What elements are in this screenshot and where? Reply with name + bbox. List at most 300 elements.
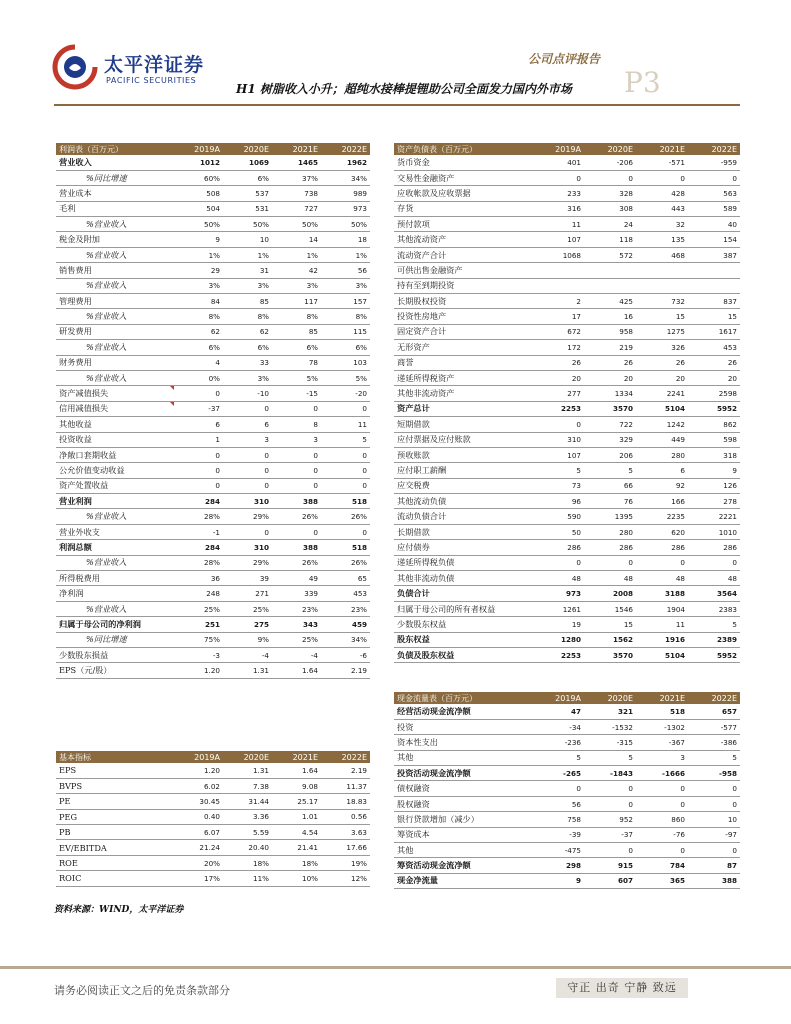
row-label — [56, 871, 174, 886]
value-cell: 33 — [223, 355, 272, 370]
value-cell: 50% — [272, 217, 321, 232]
table-row — [394, 447, 740, 462]
table-row — [56, 571, 370, 586]
value-cell: 66 — [584, 478, 636, 493]
value-cell: 6 — [223, 417, 272, 432]
value-cell: 8% — [272, 309, 321, 324]
value-cell: 31 — [223, 263, 272, 278]
row-label-text: 投资收益 — [59, 434, 92, 445]
value-cell: 29 — [174, 263, 223, 278]
row-label-text: 应交税费 — [397, 480, 430, 491]
value-cell: 1617 — [688, 324, 740, 339]
row-label-text: 信用减值损失 — [59, 403, 109, 414]
row-label-text: 递延所得税资产 — [397, 372, 455, 383]
value-cell: 20 — [584, 370, 636, 385]
value-cell: 286 — [688, 540, 740, 555]
row-label — [394, 324, 532, 339]
table-row — [56, 463, 370, 478]
value-cell: 0 — [272, 463, 321, 478]
value-cell: 531 — [223, 201, 272, 216]
row-label — [56, 417, 174, 432]
value-cell: 5104 — [636, 648, 688, 663]
value-cell: 3 — [223, 432, 272, 447]
table-row — [394, 873, 740, 888]
value-cell: 0 — [688, 781, 740, 796]
value-cell: 0 — [272, 478, 321, 493]
value-cell: 401 — [532, 155, 584, 170]
table-row — [56, 386, 370, 401]
value-cell: 117 — [272, 294, 321, 309]
value-cell: 0 — [532, 555, 584, 570]
value-cell: 16 — [584, 309, 636, 324]
value-cell: 2235 — [636, 509, 688, 524]
row-label — [394, 340, 532, 355]
table-row — [56, 617, 370, 632]
row-label-text: 其他 — [397, 844, 414, 855]
table-row — [56, 370, 370, 385]
table-row — [56, 648, 370, 663]
table-row — [56, 217, 370, 232]
table-row — [56, 155, 370, 170]
value-cell: 572 — [584, 247, 636, 262]
table-row — [56, 855, 370, 870]
value-cell: 5 — [532, 750, 584, 765]
row-label-text: %营业收入 — [86, 341, 127, 352]
table-row — [56, 232, 370, 247]
row-label — [394, 858, 532, 873]
value-cell: 425 — [584, 294, 636, 309]
row-label-text: 应付票据及应付账款 — [397, 434, 471, 445]
row-label — [56, 170, 174, 185]
value-cell: 1962 — [321, 155, 370, 170]
value-cell: 958 — [584, 324, 636, 339]
value-cell: 15 — [584, 617, 636, 632]
value-cell: 107 — [532, 232, 584, 247]
row-label-text: 研发费用 — [59, 326, 92, 337]
value-cell: -1302 — [636, 719, 688, 734]
value-cell: 280 — [584, 524, 636, 539]
row-label — [394, 263, 532, 278]
table-row — [394, 586, 740, 601]
value-cell: 0 — [688, 843, 740, 858]
table-row — [56, 524, 370, 539]
value-cell: 25% — [272, 632, 321, 647]
value-cell: 388 — [688, 873, 740, 888]
row-label — [394, 247, 532, 262]
value-cell: 2 — [532, 294, 584, 309]
logo-text-en: PACIFIC SECURITIES — [106, 76, 197, 85]
value-cell: 284 — [174, 494, 223, 509]
table-row — [56, 278, 370, 293]
row-label-text: %营业收入 — [86, 218, 127, 229]
row-label-text: 流动资产合计 — [397, 249, 447, 260]
value-cell: 0.56 — [321, 809, 370, 824]
value-cell: 6.02 — [174, 778, 223, 793]
value-cell: 0 — [272, 524, 321, 539]
value-cell: 0 — [223, 478, 272, 493]
value-cell: 518 — [636, 704, 688, 719]
row-label-text: 税金及附加 — [59, 234, 100, 245]
row-label-text: PEG — [59, 811, 78, 822]
value-cell: 48 — [532, 571, 584, 586]
value-cell: 2253 — [532, 401, 584, 416]
row-label — [56, 855, 174, 870]
row-label — [56, 463, 174, 478]
value-cell: -37 — [174, 401, 223, 416]
value-cell: 3 — [636, 750, 688, 765]
value-cell: 206 — [584, 447, 636, 462]
row-label-text: 债权融资 — [397, 783, 430, 794]
value-cell: 6% — [174, 340, 223, 355]
table-row — [394, 509, 740, 524]
value-cell: 18 — [321, 232, 370, 247]
value-cell: -1 — [174, 524, 223, 539]
row-label-text: %营业收入 — [86, 511, 127, 522]
value-cell: 2241 — [636, 386, 688, 401]
value-cell: 0 — [584, 555, 636, 570]
value-cell: -386 — [688, 735, 740, 750]
value-cell: -265 — [532, 766, 584, 781]
value-cell: -4 — [272, 648, 321, 663]
value-cell: 1.31 — [223, 763, 272, 778]
value-cell: 518 — [321, 540, 370, 555]
value-cell: 11% — [223, 871, 272, 886]
value-cell: 3188 — [636, 586, 688, 601]
value-cell: 1546 — [584, 601, 636, 616]
value-cell: 19% — [321, 855, 370, 870]
value-cell: 449 — [636, 432, 688, 447]
value-cell: 62 — [174, 324, 223, 339]
value-cell: 1.64 — [272, 763, 321, 778]
value-cell: 1% — [223, 247, 272, 262]
value-cell: 310 — [223, 494, 272, 509]
value-cell: 48 — [636, 571, 688, 586]
table-row — [394, 278, 740, 293]
value-cell: 20 — [688, 370, 740, 385]
table-row — [394, 704, 740, 719]
value-cell: 251 — [174, 617, 223, 632]
year-header: 2019A — [174, 143, 223, 155]
row-label — [394, 796, 532, 811]
value-cell: 62 — [223, 324, 272, 339]
table-row — [394, 540, 740, 555]
value-cell: 0 — [636, 843, 688, 858]
table-row — [56, 432, 370, 447]
value-cell: 5 — [688, 617, 740, 632]
value-cell: 3570 — [584, 648, 636, 663]
value-cell: 115 — [321, 324, 370, 339]
value-cell: 0 — [223, 447, 272, 462]
table-row — [394, 155, 740, 170]
value-cell: 1275 — [636, 324, 688, 339]
table-row — [56, 201, 370, 216]
table-row — [394, 201, 740, 216]
year-header: 2021E — [272, 143, 321, 155]
row-label-text: 投资活动现金流净额 — [397, 767, 471, 778]
cash-flow-table — [394, 692, 740, 889]
value-cell: 50% — [223, 217, 272, 232]
value-cell: 2389 — [688, 632, 740, 647]
value-cell: 25% — [174, 601, 223, 616]
value-cell: 2598 — [688, 386, 740, 401]
year-header: 2019A — [174, 751, 223, 763]
year-header: 2022E — [688, 143, 740, 155]
value-cell: 0 — [321, 401, 370, 416]
row-label-text: 流动负债合计 — [397, 511, 447, 522]
value-cell: 722 — [584, 417, 636, 432]
value-cell: 1% — [272, 247, 321, 262]
row-label-text: 营业成本 — [59, 187, 92, 198]
row-label-text: 应付职工薪酬 — [397, 465, 447, 475]
value-cell: 321 — [584, 704, 636, 719]
table-row — [394, 186, 740, 201]
value-cell: -1843 — [584, 766, 636, 781]
row-label — [394, 478, 532, 493]
value-cell: 2.19 — [321, 663, 370, 678]
row-label — [56, 632, 174, 647]
value-cell: 78 — [272, 355, 321, 370]
table-row — [56, 825, 370, 840]
value-cell: 1562 — [584, 632, 636, 647]
value-cell: 2253 — [532, 648, 584, 663]
row-label-text: 商誉 — [397, 357, 414, 368]
row-label — [56, 478, 174, 493]
value-cell: 5952 — [688, 648, 740, 663]
table-row — [56, 247, 370, 262]
value-cell: 0 — [636, 555, 688, 570]
row-label — [56, 601, 174, 616]
row-label-text: 营业外收支 — [59, 526, 100, 537]
value-cell: 5952 — [688, 401, 740, 416]
row-label — [56, 509, 174, 524]
value-cell: 0 — [321, 447, 370, 462]
value-cell: 26 — [688, 355, 740, 370]
value-cell: 5% — [272, 370, 321, 385]
value-cell: 286 — [532, 540, 584, 555]
value-cell: 286 — [636, 540, 688, 555]
report-type: 公司点评报告 — [528, 52, 601, 66]
value-cell: 157 — [321, 294, 370, 309]
value-cell: 8% — [174, 309, 223, 324]
value-cell: 784 — [636, 858, 688, 873]
table-row — [394, 858, 740, 873]
value-cell: 23% — [272, 601, 321, 616]
row-label-text: 净敞口套期收益 — [59, 449, 117, 460]
value-cell: 286 — [584, 540, 636, 555]
table-row — [56, 586, 370, 601]
value-cell: 1334 — [584, 386, 636, 401]
value-cell: 25.17 — [272, 794, 321, 809]
row-label-text: PB — [59, 827, 71, 838]
value-cell: 49 — [272, 571, 321, 586]
row-label-text: 利润总额 — [59, 541, 92, 552]
row-label-text: 股东权益 — [397, 634, 430, 645]
row-label-text: 营业利润 — [59, 495, 92, 506]
value-cell: -315 — [584, 735, 636, 750]
value-cell: 1465 — [272, 155, 321, 170]
value-cell: 339 — [272, 586, 321, 601]
value-cell: 607 — [584, 873, 636, 888]
value-cell: 9.08 — [272, 778, 321, 793]
row-label — [56, 278, 174, 293]
table-row — [56, 840, 370, 855]
row-label-text: 资产减值损失 — [59, 388, 109, 399]
value-cell: 17 — [532, 309, 584, 324]
row-label — [394, 463, 532, 478]
row-label — [56, 447, 174, 462]
value-cell: 0 — [584, 781, 636, 796]
value-cell: 8 — [272, 417, 321, 432]
row-label-text: %同比增速 — [86, 172, 127, 183]
value-cell: 18% — [223, 855, 272, 870]
value-cell: 3% — [272, 278, 321, 293]
row-label-text: 管理费用 — [59, 295, 92, 306]
value-cell — [584, 278, 636, 293]
value-cell: 10 — [223, 232, 272, 247]
row-label — [56, 294, 174, 309]
value-cell: 26 — [584, 355, 636, 370]
value-cell: 10% — [272, 871, 321, 886]
value-cell: 0 — [636, 796, 688, 811]
value-cell: 0 — [174, 386, 223, 401]
value-cell: 233 — [532, 186, 584, 201]
value-cell: 84 — [174, 294, 223, 309]
table-row — [56, 263, 370, 278]
table-row — [394, 247, 740, 262]
value-cell: -236 — [532, 735, 584, 750]
row-label — [394, 873, 532, 888]
value-cell: 598 — [688, 432, 740, 447]
row-label-text: 资本性支出 — [397, 736, 438, 747]
value-cell: 96 — [532, 494, 584, 509]
year-header: 2022E — [321, 751, 370, 763]
row-label — [56, 186, 174, 201]
row-label — [56, 247, 174, 262]
row-label — [394, 278, 532, 293]
value-cell: 17.66 — [321, 840, 370, 855]
value-cell: 118 — [584, 232, 636, 247]
table-row — [56, 478, 370, 493]
company-logo — [52, 44, 212, 92]
value-cell: 459 — [321, 617, 370, 632]
row-label — [56, 370, 174, 385]
year-header: 2022E — [321, 143, 370, 155]
row-label — [394, 201, 532, 216]
table-row — [394, 812, 740, 827]
value-cell: 20.40 — [223, 840, 272, 855]
row-label-text: 筹资成本 — [397, 829, 430, 840]
table-row — [56, 778, 370, 793]
row-label-text: 持有至到期投资 — [397, 280, 455, 291]
income-statement-table — [56, 143, 370, 679]
value-cell: 328 — [584, 186, 636, 201]
row-label — [394, 217, 532, 232]
row-label-text: 少数股东权益 — [397, 618, 447, 629]
value-cell: 20% — [174, 855, 223, 870]
value-cell: 0 — [636, 170, 688, 185]
table-header-row — [56, 751, 370, 763]
value-cell: -6 — [321, 648, 370, 663]
table-header-row — [394, 692, 740, 704]
value-cell: 1068 — [532, 247, 584, 262]
value-cell: 468 — [636, 247, 688, 262]
value-cell: -475 — [532, 843, 584, 858]
row-label — [56, 355, 174, 370]
balance-sheet-table — [394, 143, 740, 663]
value-cell: 11 — [636, 617, 688, 632]
value-cell — [532, 278, 584, 293]
value-cell: 172 — [532, 340, 584, 355]
value-cell: 126 — [688, 478, 740, 493]
value-cell: 2008 — [584, 586, 636, 601]
row-label-text: ROIC — [59, 873, 82, 884]
value-cell: 0 — [272, 401, 321, 416]
row-label-text: 少数股东损益 — [59, 649, 109, 660]
row-label-text: %营业收入 — [86, 372, 127, 383]
value-cell: 3570 — [584, 401, 636, 416]
value-cell: 590 — [532, 509, 584, 524]
footer-divider — [0, 966, 791, 969]
comment-flag-icon — [170, 402, 174, 406]
row-label — [394, 294, 532, 309]
value-cell: 5 — [321, 432, 370, 447]
value-cell: 343 — [272, 617, 321, 632]
value-cell: 0 — [223, 463, 272, 478]
value-cell: 518 — [321, 494, 370, 509]
value-cell: 2221 — [688, 509, 740, 524]
value-cell — [636, 278, 688, 293]
value-cell: 2383 — [688, 601, 740, 616]
value-cell: 11 — [532, 217, 584, 232]
value-cell: 39 — [223, 571, 272, 586]
value-cell: 20 — [636, 370, 688, 385]
table-row — [56, 294, 370, 309]
row-label — [394, 648, 532, 663]
value-cell: 3 — [272, 432, 321, 447]
value-cell: 15 — [636, 309, 688, 324]
value-cell: -76 — [636, 827, 688, 842]
value-cell: -39 — [532, 827, 584, 842]
value-cell — [584, 263, 636, 278]
row-label-text: 递延所得税负债 — [397, 557, 455, 568]
value-cell: 11 — [321, 417, 370, 432]
value-cell: 11.37 — [321, 778, 370, 793]
row-label — [394, 370, 532, 385]
logo-text-cn: 太平洋证券 — [104, 54, 205, 76]
value-cell: 75% — [174, 632, 223, 647]
value-cell: 989 — [321, 186, 370, 201]
value-cell: 0 — [584, 843, 636, 858]
value-cell: 23% — [321, 601, 370, 616]
value-cell: 103 — [321, 355, 370, 370]
row-label — [394, 571, 532, 586]
value-cell: 92 — [636, 478, 688, 493]
value-cell: 862 — [688, 417, 740, 432]
row-label — [56, 763, 174, 778]
table-row — [56, 663, 370, 678]
value-cell: 5 — [584, 463, 636, 478]
row-label — [394, 735, 532, 750]
row-label — [394, 750, 532, 765]
value-cell: 5 — [584, 750, 636, 765]
value-cell: 0 — [688, 796, 740, 811]
value-cell: -571 — [636, 155, 688, 170]
data-source-note: 资料来源：WIND，太平洋证券 — [54, 905, 184, 915]
row-label-text: 负债合计 — [397, 588, 430, 599]
value-cell: 1904 — [636, 601, 688, 616]
value-cell: 1.31 — [223, 663, 272, 678]
year-header: 2021E — [636, 143, 688, 155]
